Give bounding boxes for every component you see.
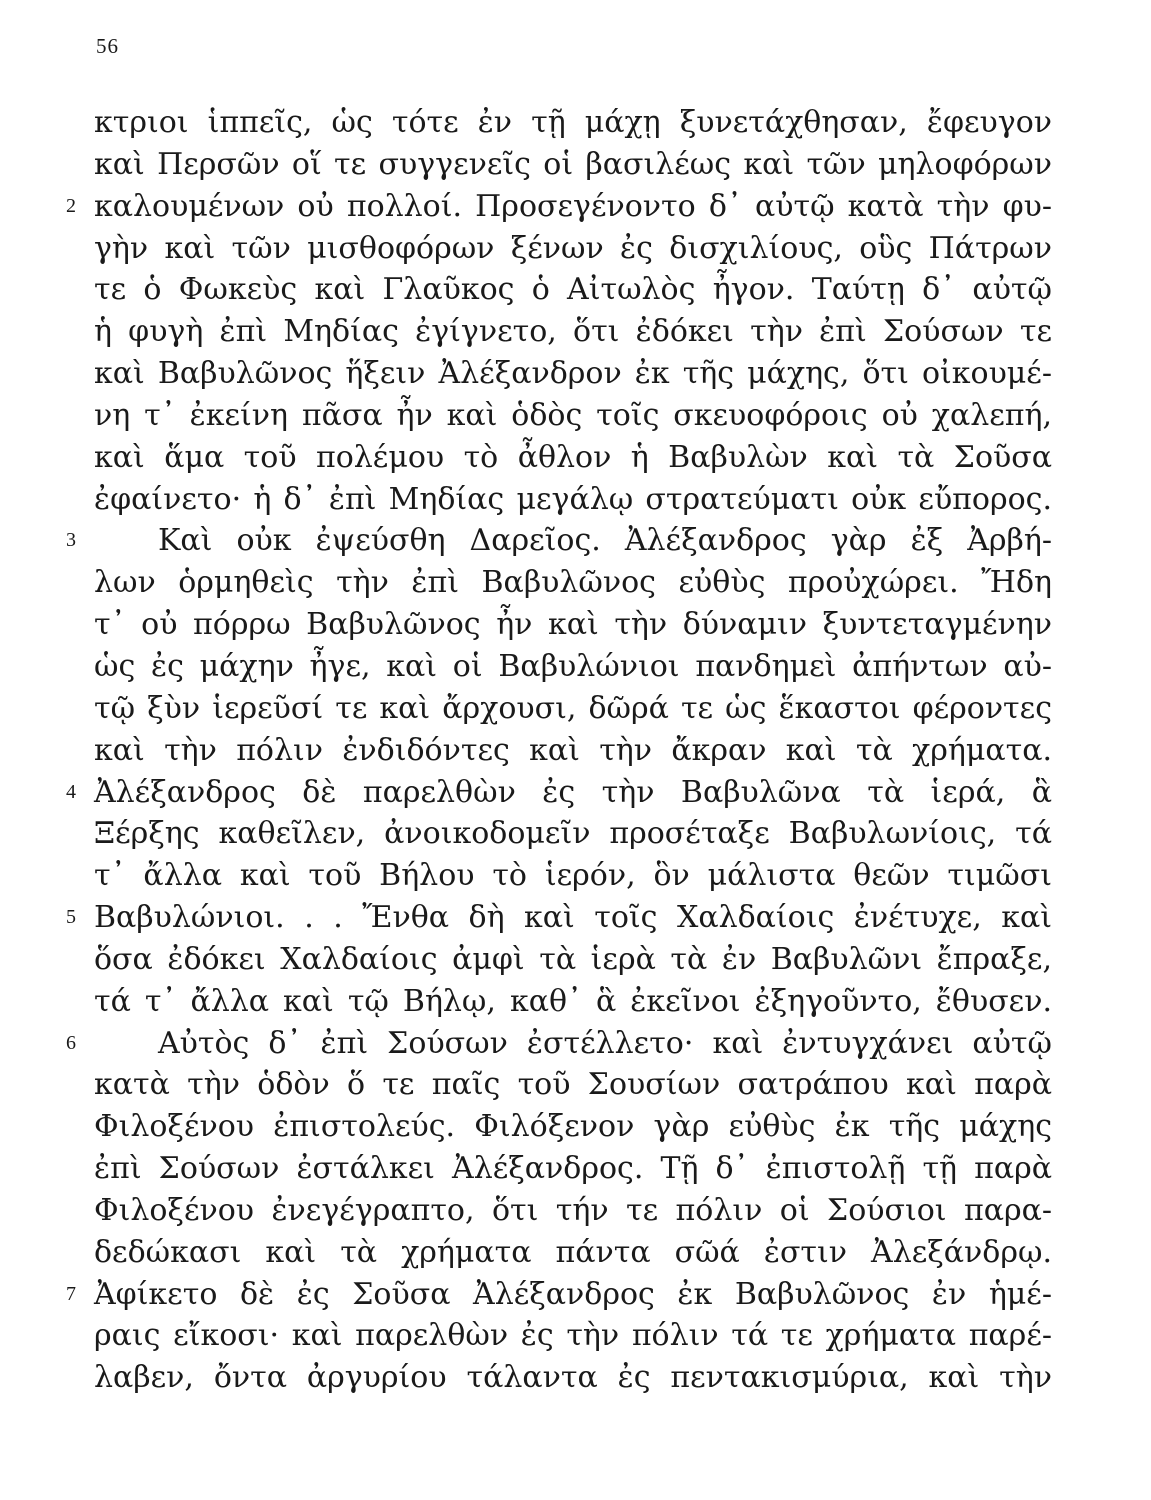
line-text: καὶ τὴν πόλιν ἐνδιδόντες καὶ τὴν ἄκραν καὶ τὰ χρήματα.: [94, 732, 1052, 768]
line-text: καὶ ἅμα τοῦ πολέμου τὸ ἆθλον ἡ Βαβυλὼν καὶ τὰ Σοῦσα: [94, 439, 1052, 475]
line-text: δεδώκασι καὶ τὰ χρήματα πάντα σῶά ἐστιν Ἀλεξάνδρῳ.: [94, 1234, 1052, 1270]
line-text: κατὰ τὴν ὁδὸν ὅ τε παῖς τοῦ Σουσίων σατράπου καὶ παρὰ: [94, 1067, 1052, 1103]
line-text: ἐπὶ Σούσων ἐστάλκει Ἀλέξανδρος. Τῇ δ᾽ ἐπιστολῇ τῇ παρὰ: [94, 1151, 1052, 1187]
line-text: ὅσα ἐδόκει Χαλδαίοις ἀμφὶ τὰ ἱερὰ τὰ ἐν Βαβυλῶνι ἔπραξε,: [94, 941, 1052, 977]
line-text: Φιλοξένου ἐνεγέγραπτο, ὅτι τήν τε πόλιν οἱ Σούσιοι παρα-: [94, 1192, 1052, 1228]
line-text: τ᾽ οὐ πόρρω Βαβυλῶνος ἦν καὶ τὴν δύναμιν ξυντεταγμένην: [94, 607, 1052, 643]
text-line: [94, 269, 1052, 311]
line-text: Καὶ οὐκ ἐψεύσθη Δαρεῖος. Ἀλέξανδρος γὰρ ἐξ Ἀρβή-: [158, 523, 1052, 559]
text-line: [94, 813, 1052, 855]
text-line: [94, 228, 1052, 270]
line-text: Ἀλέξανδρος δὲ παρελθὼν ἐς τὴν Βαβυλῶνα τὰ ἱερά, ἃ: [94, 774, 1052, 810]
text-line: [94, 562, 1052, 604]
text-line: [94, 479, 1052, 521]
line-text: λαβεν, ὄντα ἀργυρίου τάλαντα ἐς πεντακισμύρια, καὶ τὴν: [94, 1360, 1052, 1396]
section-number: 2: [66, 194, 76, 217]
text-line: [94, 604, 1052, 646]
text-line: [94, 102, 1052, 144]
text-line: [94, 144, 1052, 186]
text-line: [66, 1274, 1052, 1316]
line-text: Ἀφίκετο δὲ ἐς Σοῦσα Ἀλέξανδρος ἐκ Βαβυλῶνος ἐν ἡμέ-: [94, 1276, 1052, 1312]
text-line: [94, 311, 1052, 353]
text-line: [94, 395, 1052, 437]
text-line: [66, 897, 1052, 939]
line-text: κτριοι ἱππεῖς, ὡς τότε ἐν τῇ μάχῃ ξυνετάχθησαν, ἔφευγον: [94, 105, 1052, 140]
line-text: Φιλοξένου ἐπιστολεύς. Φιλόξενον γὰρ εὐθὺς ἐκ τῆς μάχης: [94, 1109, 1052, 1145]
line-text: ὡς ἐς μάχην ἦγε, καὶ οἱ Βαβυλώνιοι πανδημεὶ ἀπήντων αὐ-: [94, 648, 1052, 684]
line-text: νη τ᾽ ἐκείνη πᾶσα ἦν καὶ ὁδὸς τοῖς σκευοφόροις οὐ χαλεπή,: [94, 397, 1052, 433]
text-line: [94, 1106, 1052, 1148]
text-line: [94, 981, 1052, 1023]
line-text: ἐφαίνετο· ἡ δ᾽ ἐπὶ Μηδίας μεγάλῳ στρατεύματι οὐκ εὔπορος.: [94, 481, 1052, 517]
text-line: [94, 730, 1052, 772]
line-text: τε ὁ Φωκεὺς καὶ Γλαῦκος ὁ Αἰτωλὸς ἦγον. Ταύτῃ δ᾽ αὐτῷ: [94, 272, 1052, 308]
text-line: [94, 646, 1052, 688]
text-line: [66, 1023, 1052, 1065]
text-line: [94, 1315, 1052, 1357]
text-line: [94, 855, 1052, 897]
text-line: [94, 688, 1052, 730]
line-text: τά τ᾽ ἄλλα καὶ τῷ Βήλῳ, καθ᾽ ἃ ἐκεῖνοι ἐξηγοῦντο, ἔθυσεν.: [94, 983, 1052, 1019]
line-text: τ᾽ ἄλλα καὶ τοῦ Βήλου τὸ ἱερόν, ὃν μάλιστα θεῶν τιμῶσι: [94, 858, 1052, 894]
text-line: [66, 186, 1052, 228]
line-text: καὶ Περσῶν οἵ τε συγγενεῖς οἱ βασιλέως καὶ τῶν μηλοφόρων: [94, 146, 1052, 182]
line-text: λων ὁρμηθεὶς τὴν ἐπὶ Βαβυλῶνος εὐθὺς προὐχώρει. Ἤδη: [94, 565, 1052, 601]
page-number: 56: [96, 34, 119, 58]
line-text: καὶ Βαβυλῶνος ἥξειν Ἀλέξανδρον ἐκ τῆς μάχης, ὅτι οἰκουμέ-: [94, 356, 1052, 392]
section-number: 5: [66, 906, 76, 929]
text-line: [94, 437, 1052, 479]
line-text: Ξέρξης καθεῖλεν, ἀνοικοδομεῖν προσέταξε Βαβυλωνίοις, τά: [94, 816, 1052, 852]
section-number: 6: [66, 1031, 76, 1054]
text-line: [66, 520, 1052, 562]
section-number: 7: [66, 1282, 76, 1305]
text-line: [66, 772, 1052, 814]
line-text: γὴν καὶ τῶν μισθοφόρων ξένων ἐς δισχιλίους, οὓς Πάτρων: [94, 230, 1052, 266]
line-text: ἡ φυγὴ ἐπὶ Μηδίας ἐγίγνετο, ὅτι ἐδόκει τὴν ἐπὶ Σούσων τε: [94, 314, 1052, 350]
text-line: [94, 1148, 1052, 1190]
text-line: [94, 1190, 1052, 1232]
line-text: τῷ ξὺν ἱερεῦσί τε καὶ ἄρχουσι, δῶρά τε ὡς ἕκαστοι φέροντες: [94, 690, 1052, 726]
text-line: [94, 353, 1052, 395]
line-text: ραις εἴκοσι· καὶ παρελθὼν ἐς τὴν πόλιν τά τε χρήματα παρέ-: [94, 1318, 1052, 1354]
text-line: [94, 939, 1052, 981]
greek-text-body: [66, 102, 1052, 1399]
text-line: [94, 1232, 1052, 1274]
section-number: 4: [66, 780, 76, 803]
text-line: [94, 1064, 1052, 1106]
line-text: Βαβυλώνιοι. . . Ἔνθα δὴ καὶ τοῖς Χαλδαίοις ἐνέτυχε, καὶ: [94, 900, 1052, 936]
line-text: Αὐτὸς δ᾽ ἐπὶ Σούσων ἐστέλλετο· καὶ ἐντυγχάνει αὐτῷ: [158, 1025, 1052, 1061]
text-line: [94, 1357, 1052, 1399]
line-text: καλουμένων οὐ πολλοί. Προσεγένοντο δ᾽ αὐτῷ κατὰ τὴν φυ-: [94, 188, 1052, 224]
section-number: 3: [66, 529, 76, 552]
